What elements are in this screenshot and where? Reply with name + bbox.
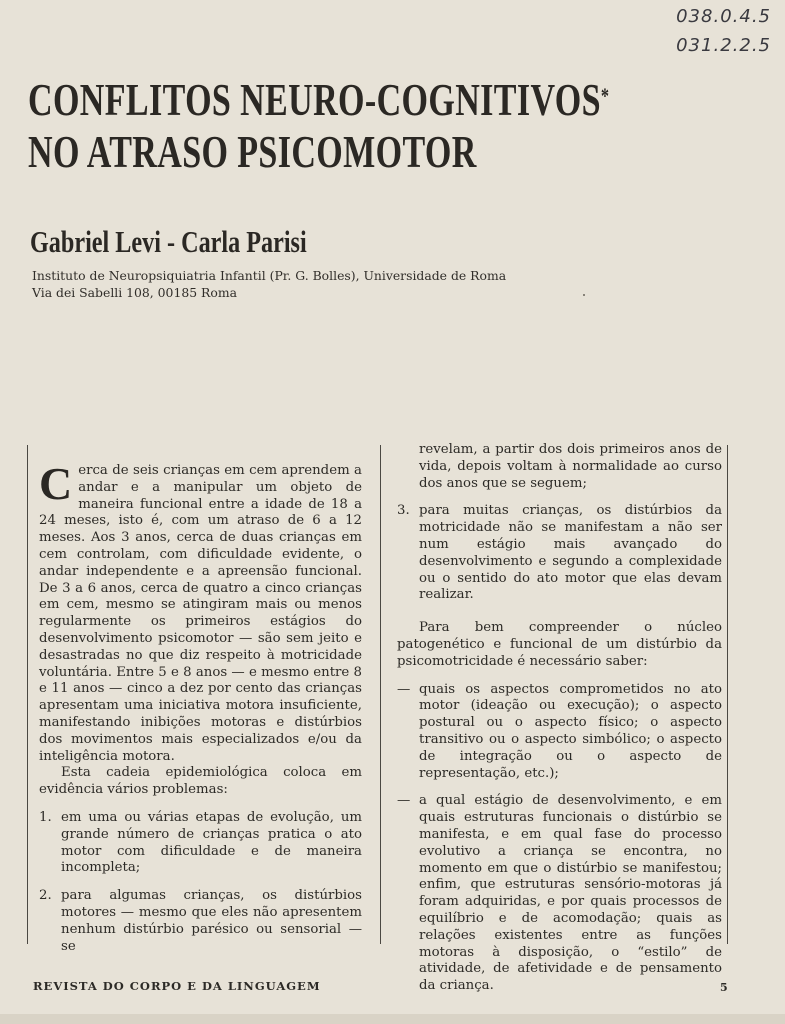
dash-item-1 (397, 682, 722, 783)
numbered-item-3 (397, 503, 722, 604)
dash-item-2 (397, 793, 722, 995)
handwritten-note-2: 031.2.2.5 (676, 35, 771, 56)
right-column (397, 442, 722, 995)
title-line-2: NO ATRASO PSICOMOTOR (28, 126, 477, 177)
journal-name: REVISTA DO CORPO E DA LINGUAGEM (33, 979, 321, 993)
numbered-item-2 (39, 888, 362, 955)
affiliation (32, 267, 506, 301)
article-title (28, 74, 609, 178)
item-text: em uma ou várias etapas de evolução, um grande número de crianças pratica o ato motor com dificuldade e de maneira incompleta; (61, 809, 362, 876)
title-footnote-mark: * (600, 83, 610, 108)
comprehension-paragraph: Para bem compreender o núcleo patogenético e funcional de um distúrbio da psicomotricidade é necessário saber: (397, 620, 722, 669)
page-bottom-edge (0, 1014, 785, 1024)
item-text: para muitas crianças, os distúrbios da motricidade não se manifestam a não ser num estágio mais avançado do desenvolvimento e segundo a complexidade ou o sentido do ato motor que elas devam realizar. (419, 503, 722, 603)
drop-cap: C (39, 458, 73, 509)
affiliation-institute: Instituto de Neuropsiquiatria Infantil (Pr. G. Bolles), Universidade de Roma (32, 268, 507, 283)
column-rule-left (27, 445, 28, 944)
handwritten-note-1: 038.0.4.5 (676, 6, 771, 27)
handwritten-call-numbers (676, 2, 771, 60)
column-rule-right (727, 445, 728, 944)
item-number: 2. (39, 888, 52, 904)
column-rule-middle (380, 445, 381, 944)
dash-bullet: — (397, 793, 411, 809)
item-text: para algumas crianças, os distúrbios motores — mesmo que eles não apresentem nenhum distúrbio parésico ou sensorial — se (61, 888, 362, 954)
intro-text: erca de seis crianças em cem aprendem a andar e a manipular um objeto de maneira funcional entre a idade de 18 a 24 meses, isto é, com um atraso de 6 a 12 meses. Aos 3 anos, cerca de duas crianças em cem controlam, com dificuldade evidente, o andar independente e a apreensão funcional. De 3 a 6 anos, cerca de quatro a cinco crianças em cem, mesmo se atingiram mais ou menos regularmente os primeiros estágios do desenvolvimento psicomotor — são sem jeito e desastradas no que diz respeito à motricidade voluntária. Entre 5 e 8 anos — e mesmo entre 8 e 11 anos — cinco a dez por cento das crianças apresentam uma iniciativa motora insuficiente, manifestando inibições motoras e distúrbios dos movimentos mais especializados e/ou da inteligência motora. (39, 463, 362, 764)
intro-paragraph (39, 458, 362, 765)
paper-speck (583, 294, 585, 296)
dash-bullet: — (397, 681, 411, 697)
left-column (39, 458, 362, 955)
item-number: 1. (39, 809, 52, 825)
problems-intro-paragraph: Esta cadeia epidemiológica coloca em evidência vários problemas: (39, 765, 362, 798)
title-line-1: CONFLITOS NEURO-COGNITIVOS (28, 74, 601, 125)
dash-item-text: quais os aspectos comprometidos no ato motor (ideação ou execução); o aspecto postural ou o aspecto físico; o aspecto transitivo ou o aspecto simbólico; o aspecto de integração ou o aspecto de representação, etc.); (419, 681, 722, 781)
authors: Gabriel Levi - Carla Parisi (30, 224, 307, 259)
affiliation-address: Via dei Sabelli 108, 00185 Roma (32, 285, 237, 300)
page-number: 5 (720, 981, 728, 994)
numbered-item-2-continued (397, 442, 722, 492)
item-number: 3. (397, 503, 410, 519)
item-text: revelam, a partir dos dois primeiros anos de vida, depois voltam à normalidade ao curso dos anos que se seguem; (419, 442, 722, 491)
dash-item-text: a qual estágio de desenvolvimento, e em quais estruturas funcionais o distúrbio se manifesta, e em qual fase do processo evolutivo a criança se encontra, no momento em que o distúrbio se manifestou; enfim, que estruturas sensório-motoras já foram adquiridas, e por quais processos de equilíbrio e de acomodação; quais as relações existentes entre as funções motoras à disposição, o “estilo” de atividade, de afetividade e de pensamento da criança. (419, 793, 722, 994)
numbered-item-1 (39, 810, 362, 877)
